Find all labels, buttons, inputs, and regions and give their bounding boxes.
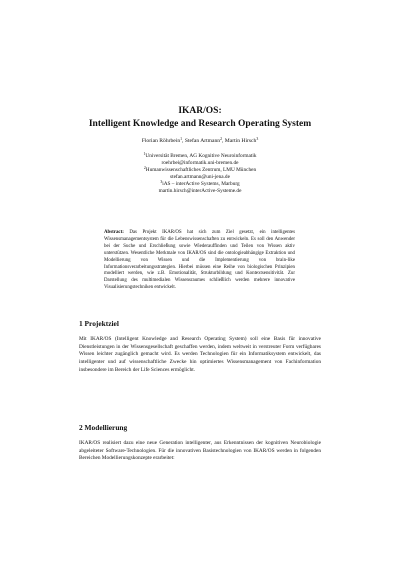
abstract-text: Das Projekt IKAR/OS hat sich zum Ziel gesetzt, ein intelligentes Wissensmanagementsystem für die Lebenswissenschaften zu entwickeln. Es soll den Anwender bei der Suche und Erschließung sowie Wiederauffinden und Teilen von Wissen aktiv unterstützen. Wesentliche Merkmale von IKAR/OS sind die ontologieabhängige Extraktion und Modellierung von Wissen und die Implementierung von brain-like Informationsverarbeitungsstrategien. Hierbei müssen eine Reihe von biologischen Prinzipien modelliert werden, wie z.B. Emotionalität, Strukturbildung und Kontextsensitivität. Zur Darstellung des multimedialen Wissensraumes schließlich werden mehrere innovative Visualisierungstechniken entwickelt.	[104, 230, 295, 291]
affiliation-list	[0, 153, 400, 196]
section-paragraph: IKAR/OS realisiert dazu eine neue Generation intelligenter, aus Erkenntnissen der kognitiven Neurobiologie abgeleiteter Software-Technologien. Für die innovativen Basistechnologien von IKAR/OS werden in folgenden Bereichen Modellierungskonzepte erarbeitet:	[79, 440, 321, 462]
section-paragraph: Mit IKAR/OS (Intelligent Knowledge and Research Operating System) soll eine Basis für innovative Dienstleistungen in der Wissensgesellschaft geschaffen werden, indem weltweit in verstreuter Form verfügbares Wissen leichter zugänglich gemacht wird. Es werden Technologien für ein Informatiksystem entwickelt, das intelligenter und auf wissenschaftliche Zwecke hin optimiertes Wissensmanagement von Fachinformation insbesondere im Bereich der Life Sciences ermöglicht.	[79, 336, 321, 373]
section-heading: 1 Projektziel	[79, 319, 119, 328]
section-heading: 2 Modellierung	[79, 423, 128, 432]
affiliation-email: martin.hirsch@interActive-Systeme.de	[158, 188, 242, 195]
author-affiliation-mark: 2	[220, 137, 222, 141]
author-name: Martin Hirsch	[224, 138, 257, 144]
affiliation-org: $^3$iAS – interActive Systems, Marburg	[160, 180, 240, 188]
author-name: Florian Röhrbein	[141, 138, 181, 144]
affiliation-org: $^1$Universität Bremen, AG Kognitive Neuroinformatik	[143, 152, 257, 159]
affiliation-mark: 3	[160, 180, 163, 185]
affiliation-email: stefan.artmann@uni-jena.de	[170, 174, 230, 181]
affiliation-mark: 2	[143, 166, 146, 171]
abstract	[104, 230, 295, 292]
affiliation-mark: 1	[143, 152, 146, 156]
paper-title-line-2: Intelligent Knowledge and Research Operating System	[88, 119, 312, 129]
paper-title-line-1: IKAR/OS:	[178, 106, 222, 116]
affiliation-email: roehrbei@informatik.uni-bremen.de	[161, 160, 239, 167]
author-list: Florian Röhrbein$^1$, Stefan Artmann$^2$, Martin Hirsch$^3$	[141, 137, 259, 144]
author-name: Stefan Artmann	[184, 138, 221, 144]
author-affiliation-mark: 1	[180, 137, 183, 141]
author-affiliation-mark: 3	[256, 137, 259, 141]
affiliation-org: $^2$Humanwissenschaftliches Zentrum, LMU München	[143, 166, 257, 174]
abstract-label: Abstract:	[104, 230, 124, 235]
